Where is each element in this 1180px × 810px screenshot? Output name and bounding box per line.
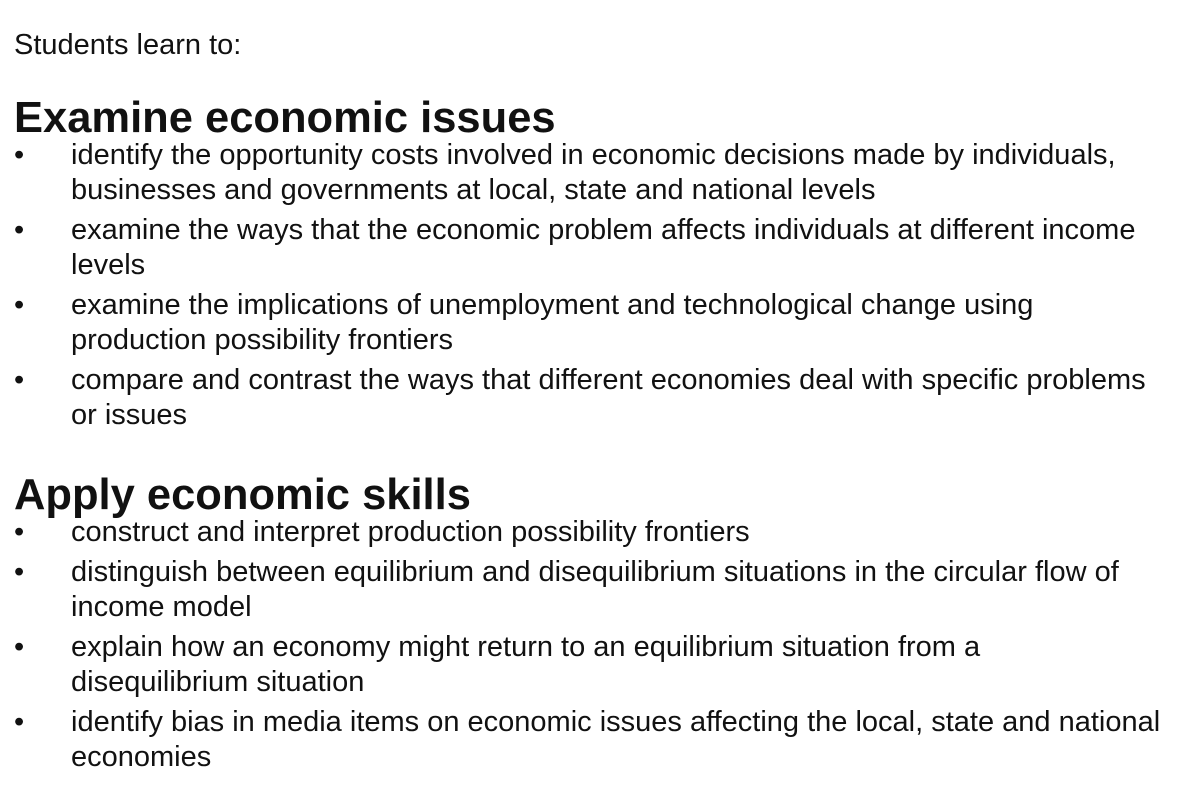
section-examine <box>14 94 1164 433</box>
document-body <box>14 28 1164 780</box>
list-item <box>14 630 1164 700</box>
section-spacer <box>14 438 1164 475</box>
list-item <box>14 363 1164 433</box>
list-item-text: identify the opportunity costs involved in economic decisions made by individuals, businesses and governments at local, state and national levels <box>71 139 1116 206</box>
list-item-text: examine the ways that the economic problem affects individuals at different income levels <box>71 214 1136 281</box>
bullet-icon: • <box>14 214 25 246</box>
section-apply <box>14 471 1164 775</box>
list-item-text: examine the implications of unemployment and technological change using production possibility frontiers <box>71 289 1034 356</box>
bullet-icon: • <box>14 364 25 396</box>
list-item-text: identify bias in media items on economic issues affecting the local, state and national economies <box>71 706 1161 773</box>
bullet-icon: • <box>14 289 25 321</box>
bullet-list <box>14 515 1164 775</box>
bullet-icon: • <box>14 556 25 588</box>
list-item <box>14 705 1164 775</box>
list-item <box>14 138 1164 208</box>
list-item-text: compare and contrast the ways that different economies deal with specific problems or issues <box>71 364 1146 431</box>
bullet-list <box>14 138 1164 433</box>
bullet-icon: • <box>14 631 25 663</box>
section-heading: Apply economic skills <box>14 471 471 519</box>
list-item-text: construct and interpret production possibility frontiers <box>71 516 750 548</box>
intro-text: Students learn to: <box>14 29 242 61</box>
bullet-icon: • <box>14 516 25 548</box>
list-item <box>14 515 1164 550</box>
bullet-icon: • <box>14 139 25 171</box>
section-heading: Examine economic issues <box>14 94 556 142</box>
list-item-text: distinguish between equilibrium and disequilibrium situations in the circular flow of income model <box>71 556 1119 623</box>
bullet-icon: • <box>14 706 25 738</box>
list-item <box>14 288 1164 358</box>
list-item-text: explain how an economy might return to an equilibrium situation from a disequilibrium situation <box>71 631 981 698</box>
list-item <box>14 213 1164 283</box>
list-item <box>14 555 1164 625</box>
